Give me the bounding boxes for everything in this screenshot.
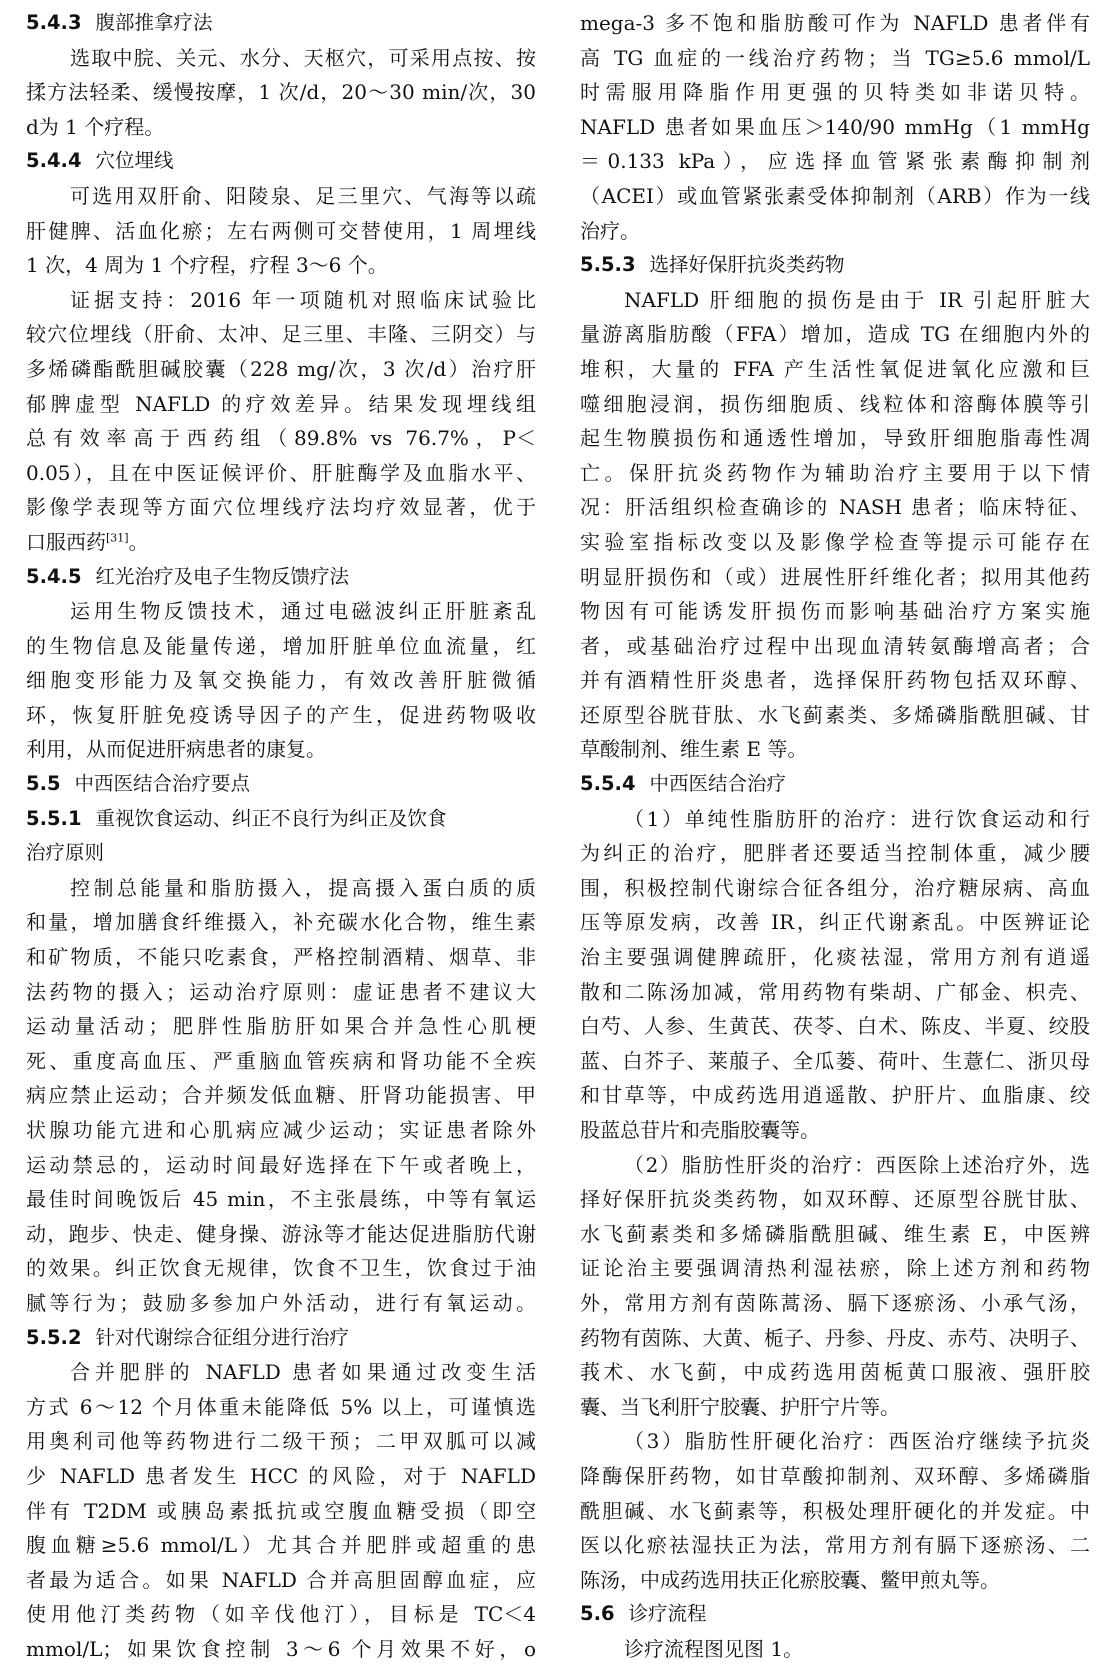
right-column	[580, 6, 1090, 1667]
body-text-line: （1）单纯性脂肪肝的治疗：进行饮食运动和行	[624, 806, 1090, 831]
body-text-line: 揉方法轻柔、缓慢按摩，1 次/d，20～30 min/次，30	[26, 80, 536, 105]
body-text-line: 股蓝总苷片和壳脂胶囊等。	[580, 1118, 820, 1142]
section-title: 重视饮食运动、纠正不良行为纠正及饮食	[95, 806, 447, 830]
body-text-line: 影像学表现等方面穴位埋线疗法均疗效显著，优于	[26, 495, 536, 520]
body-text-line: （2）脂肪性肝炎的治疗：西医除上述治疗外，选	[624, 1152, 1090, 1177]
section-heading	[580, 767, 1090, 802]
body-text-line: 细胞变形能力及氧交换能力，有效改善肝脏微循	[26, 668, 536, 693]
body-text-line: 噬细胞浸润，损伤细胞质、线粒体和溶酶体膜等引	[580, 391, 1090, 416]
body-text-line: 治主要强调健脾疏肝，化痰祛湿，常用方剂有逍遥	[580, 945, 1090, 970]
section-heading	[26, 6, 536, 41]
body-text-line: 和矿物质，不能只吃素食，严格控制酒精、烟草、非	[26, 945, 536, 970]
section-heading	[26, 767, 536, 802]
section-number: 5.4.4	[26, 149, 82, 173]
body-text-line: 为纠正的治疗，肥胖者还要适当控制体重，减少腰	[580, 841, 1090, 866]
body-text-line: d为 1 个疗程。	[26, 114, 165, 139]
body-text-line: 物因有可能诱发肝损伤而影响基础治疗方案实施	[580, 599, 1090, 624]
body-text-line: 实验室指标改变以及影像学检查等提示可能存在	[580, 529, 1090, 554]
section-title: 针对代谢综合征组分进行治疗	[95, 1325, 350, 1349]
body-text-line: 0.05），且在中医证候评价、肝脏酶学及血脂水平、	[26, 460, 536, 485]
body-text-line: mega-3 多不饱和脂肪酸可作为 NAFLD 患者伴有	[580, 11, 1090, 35]
body-text-line: 治疗。	[580, 218, 640, 243]
body-text-line: 起生物膜损伤和通透性增加，导致肝细胞脂毒性凋	[580, 426, 1090, 451]
body-text-line: 草酸制剂、维生素 E 等。	[580, 737, 808, 762]
body-text-line: 还原型谷胱苷肽、水飞蓟素类、多烯磷脂酰胆碱、甘	[580, 702, 1090, 727]
body-text-line: 囊、当飞利肝宁胶囊、护肝宁片等。	[580, 1394, 900, 1419]
body-text-line: 蓝、白芥子、莱菔子、全瓜蒌、荷叶、生薏仁、浙贝母	[580, 1048, 1090, 1073]
section-heading	[580, 1597, 1090, 1632]
section-heading	[26, 560, 536, 595]
body-text-line: 病应禁止运动；合并频发低血糖、肝肾功能损害、甲	[26, 1083, 536, 1108]
body-text-line: 时需服用降脂作用更强的贝特类如非诺贝特。	[580, 80, 1090, 105]
section-title: 诊疗流程	[628, 1602, 707, 1626]
body-text-line: 总有效率高于西药组（89.8% vs 76.7%，P＜	[26, 426, 536, 451]
body-text-line: 法药物的摄入；运动治疗原则：虚证患者不建议大	[26, 979, 536, 1004]
body-text-line: 亡。保肝抗炎药物作为辅助治疗主要用于以下情	[580, 460, 1090, 485]
citation-superscript: [31]	[106, 531, 129, 545]
body-text-line: 可选用双肝俞、阳陵泉、足三里穴、气海等以疏	[70, 183, 536, 208]
body-text-line: （3）脂肪性肝硬化治疗：西医治疗继续予抗炎	[624, 1429, 1090, 1454]
body-text-line: 少 NAFLD 患者发生 HCC 的风险，对于 NAFLD	[26, 1463, 536, 1488]
body-text-line: 医以化瘀祛湿扶正为法，常用方剂有膈下逐瘀汤、二	[580, 1533, 1090, 1558]
body-text-line: mmol/L；如果饮食控制 3～6 个月效果不好，o	[26, 1636, 536, 1661]
body-text-line: NAFLD 肝细胞的损伤是由于 IR 引起肝脏大	[624, 287, 1090, 312]
section-number: 5.5.3	[580, 253, 636, 277]
body-text-line: 高 TG 血症的一线治疗药物；当 TG≥5.6 mmol/L	[580, 45, 1090, 70]
body-text-line: 围，积极控制代谢综合征各组分，治疗糖尿病、高血	[580, 875, 1090, 900]
body-text-line: 运用生物反馈技术，通过电磁波纠正肝脏紊乱	[70, 599, 536, 624]
body-text-line: 多烯磷酯酰胆碱胶囊（228 mg/次，3 次/d）治疗肝	[26, 356, 536, 381]
body-text-line: 况：肝活组织检查确诊的 NASH 患者；临床特征、	[580, 495, 1090, 520]
body-text-line: 陈汤，中成药选用扶正化瘀胶囊、鳖甲煎丸等。	[580, 1567, 1000, 1592]
text-run: 。	[128, 529, 149, 554]
body-text-line: 选取中脘、关元、水分、天枢穴，可采用点按、按	[70, 45, 536, 70]
section-title: 中西医结合治疗要点	[74, 772, 251, 796]
body-text-line: 量游离脂肪酸（FFA）增加，造成 TG 在细胞内外的	[580, 322, 1090, 347]
body-text-line: 较穴位埋线（肝俞、太冲、足三里、丰隆、三阴交）与	[26, 322, 536, 347]
body-text-line: 明显肝损伤和（或）进展性肝纤维化者；拟用其他药	[580, 564, 1090, 589]
body-text-line: 肝健脾、活血化瘀；左右两侧可交替使用，1 周埋线	[26, 218, 536, 243]
body-text-line: 使用他汀类药物（如辛伐他汀），目标是 TC＜4	[26, 1602, 536, 1627]
left-column	[26, 6, 536, 1667]
text-run: 口服西药	[26, 529, 106, 554]
section-title: 腹部推拿疗法	[95, 11, 213, 34]
body-text-line: 利用，从而促进肝病患者的康复。	[26, 737, 326, 762]
section-heading	[26, 144, 536, 179]
section-heading	[26, 802, 536, 837]
body-text-line: 运动禁忌的，运动时间最好选择在下午或者晚上，	[26, 1152, 536, 1177]
section-heading	[580, 248, 1090, 283]
body-text-line: 方式 6～12 个月体重未能降低 5% 以上，可谨慎选	[26, 1394, 536, 1419]
body-text-line: 降酶保肝药物，如甘草酸抑制剂、双环醇、多烯磷脂	[580, 1463, 1090, 1488]
body-text-line: 择好保肝抗炎类药物，如双环醇、还原型谷胱甘肽、	[580, 1187, 1090, 1212]
section-number: 5.4.3	[26, 11, 82, 34]
section-title: 中西医结合治疗	[649, 772, 787, 796]
body-text-line: 腻等行为；鼓励多参加户外活动，进行有氧运动。	[26, 1290, 536, 1315]
body-text-line: 状腺功能亢进和心肌病应减少运动；实证患者除外	[26, 1118, 536, 1142]
body-text-line: 并有酒精性肝炎患者，选择保肝药物包括双环醇、	[580, 668, 1090, 693]
body-text-line: 者最为适合。如果 NAFLD 合并高胆固醇血症，应	[26, 1567, 536, 1592]
body-text-line: 外，常用方剂有茵陈蒿汤、膈下逐瘀汤、小承气汤，	[580, 1290, 1090, 1315]
section-number: 5.6	[580, 1602, 615, 1626]
body-text-line: 死、重度高血压、严重脑血管疾病和肾功能不全疾	[26, 1048, 536, 1073]
body-text-line: 药物有茵陈、大黄、栀子、丹参、丹皮、赤芍、决明子、	[580, 1325, 1090, 1350]
body-text-line: 的生物信息及能量传递，增加肝脏单位血流量，红	[26, 633, 536, 658]
body-text-line: 的效果。纠正饮食无规律，饮食不卫生，饮食过于油	[26, 1256, 536, 1281]
body-text-line: 郁脾虚型 NAFLD 的疗效差异。结果发现埋线组	[26, 391, 536, 416]
section-number: 5.5	[26, 772, 61, 796]
body-text-line: NAFLD 患者如果血压＞140/90 mmHg（1 mmHg	[580, 114, 1090, 139]
body-text-line: 1 次，4 周为 1 个疗程，疗程 3～6 个。	[26, 253, 388, 278]
body-text-line: 和量，增加膳食纤维摄入，补充碳水化合物，维生素	[26, 910, 536, 935]
body-text-line	[26, 525, 536, 560]
body-text-line: 和甘草等，中成药选用逍遥散、护肝片、血脂康、绞	[580, 1083, 1090, 1108]
body-text-line: 伴有 T2DM 或胰岛素抵抗或空腹血糖受损（即空	[26, 1498, 536, 1523]
body-text-line: 合并肥胖的 NAFLD 患者如果通过改变生活	[70, 1360, 536, 1385]
body-text-line: 莪术、水飞蓟，中成药选用茵栀黄口服液、强肝胶	[580, 1360, 1090, 1385]
section-heading-continued: 治疗原则	[26, 841, 105, 865]
body-text-line: ＝0.133 kPa），应选择血管紧张素酶抑制剂	[580, 149, 1090, 174]
section-heading	[26, 1321, 536, 1356]
section-number: 5.4.5	[26, 564, 82, 588]
body-text-line: 散和二陈汤加减，常用药物有柴胡、广郁金、枳壳、	[580, 979, 1090, 1004]
body-text-line: 动，跑步、快走、健身操、游泳等才能达促进脂肪代谢	[26, 1221, 536, 1246]
body-text-line: 压等原发病，改善 IR，纠正代谢紊乱。中医辨证论	[580, 910, 1090, 935]
section-number: 5.5.4	[580, 772, 636, 796]
body-text-line: 证论治主要强调清热利湿祛瘀，除上述方剂和药物	[580, 1256, 1090, 1281]
body-text-line: 酰胆碱、水飞蓟素等，积极处理肝硬化的并发症。中	[580, 1498, 1090, 1523]
body-text-line: 最佳时间晚饭后 45 min，不主张晨练，中等有氧运	[26, 1187, 536, 1212]
body-text-line: 证据支持：2016 年一项随机对照临床试验比	[70, 287, 536, 312]
section-number: 5.5.2	[26, 1325, 82, 1349]
body-text-line: 用奥利司他等药物进行二级干预；二甲双胍可以减	[26, 1429, 536, 1454]
body-text-line: 水飞蓟素类和多烯磷脂酰胆碱、维生素 E，中医辨	[580, 1221, 1090, 1246]
section-title: 选择好保肝抗炎类药物	[649, 253, 845, 277]
body-text-line: 腹血糖≥5.6 mmol/L）尤其合并肥胖或超重的患	[26, 1533, 536, 1558]
body-text-line: 控制总能量和脂肪摄入，提高摄入蛋白质的质	[70, 875, 536, 900]
section-title: 红光治疗及电子生物反馈疗法	[95, 564, 350, 588]
body-text-line: 运动量活动；肥胖性脂肪肝如果合并急性心肌梗	[26, 1014, 536, 1039]
body-text-line: （ACEI）或血管紧张素受体抑制剂（ARB）作为一线	[580, 183, 1090, 208]
body-text-line: 环，恢复肝脏免疫诱导因子的产生，促进药物吸收	[26, 702, 536, 727]
body-text-line: 者，或基础治疗过程中出现血清转氨酶增高者；合	[580, 633, 1090, 658]
body-text-line: 堆积，大量的 FFA 产生活性氧促进氧化应激和巨	[580, 356, 1090, 381]
body-text-line: 诊疗流程图见图 1。	[624, 1636, 804, 1661]
body-text-line: 白芍、人参、生黄芪、茯苓、白术、陈皮、半夏、绞股	[580, 1014, 1090, 1039]
section-number: 5.5.1	[26, 806, 82, 830]
section-title: 穴位埋线	[95, 149, 174, 173]
